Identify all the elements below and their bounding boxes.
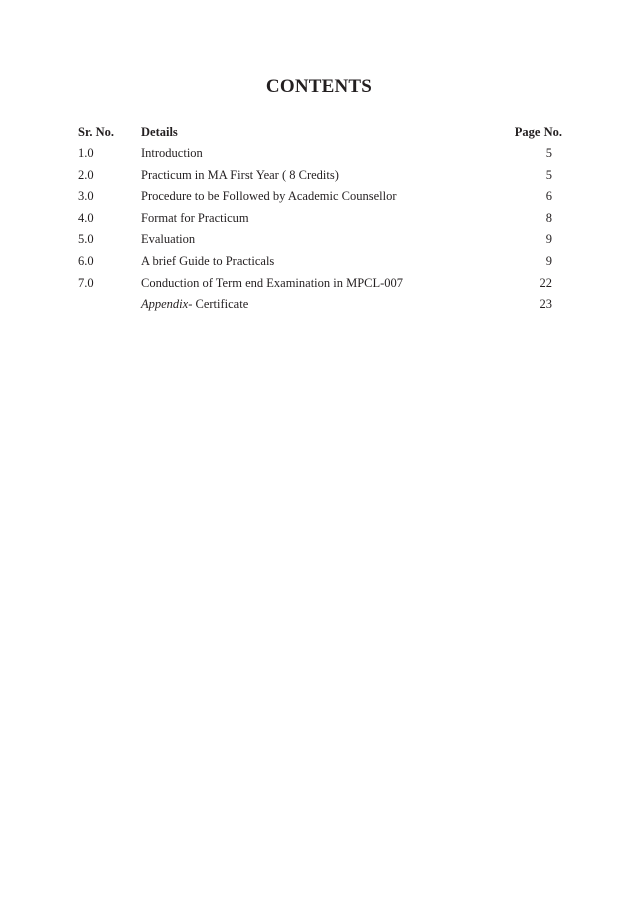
row-page: 9 <box>545 232 552 247</box>
table-header-row <box>78 124 562 145</box>
contents-table <box>78 124 562 318</box>
row-details-italic: Appendix- <box>141 297 193 312</box>
table-row <box>78 167 562 189</box>
row-number: 4.0 <box>78 210 94 225</box>
table-row <box>78 296 562 318</box>
row-number: 1.0 <box>78 146 94 160</box>
table-row <box>78 275 562 297</box>
row-page: 22 <box>539 275 552 290</box>
row-details: Evaluation <box>141 232 196 247</box>
row-number: 6.0 <box>78 253 94 268</box>
row-details: Format for Practicum <box>141 210 249 225</box>
row-details: Procedure to be Followed by Academic Counsellor <box>141 189 397 204</box>
row-page: 23 <box>539 297 552 312</box>
row-details: Conduction of Term end Examination in MPCL-007 <box>141 275 404 290</box>
table-row <box>78 231 562 253</box>
table-row <box>78 188 562 210</box>
row-details <box>141 296 248 312</box>
table-row <box>78 145 562 167</box>
header-page-no: Page No. <box>514 125 562 139</box>
row-page: 9 <box>545 253 552 268</box>
row-number: 5.0 <box>78 232 94 247</box>
row-details-text: Certificate <box>192 297 249 312</box>
row-details: A brief Guide to Practicals <box>141 253 275 268</box>
table-row <box>78 210 562 232</box>
row-page: 5 <box>545 167 552 182</box>
row-page: 8 <box>545 210 552 225</box>
table-row <box>78 253 562 275</box>
row-number: 2.0 <box>78 167 94 182</box>
row-number: 7.0 <box>78 275 94 290</box>
row-page: 5 <box>545 146 552 160</box>
page-title: CONTENTS <box>265 76 373 97</box>
row-number: 3.0 <box>78 189 94 204</box>
header-sr-no: Sr. No. <box>78 125 115 139</box>
row-page: 6 <box>545 189 552 204</box>
row-details: Practicum in MA First Year ( 8 Credits) <box>141 167 339 182</box>
row-details: Introduction <box>141 146 203 160</box>
header-details: Details <box>141 125 178 139</box>
